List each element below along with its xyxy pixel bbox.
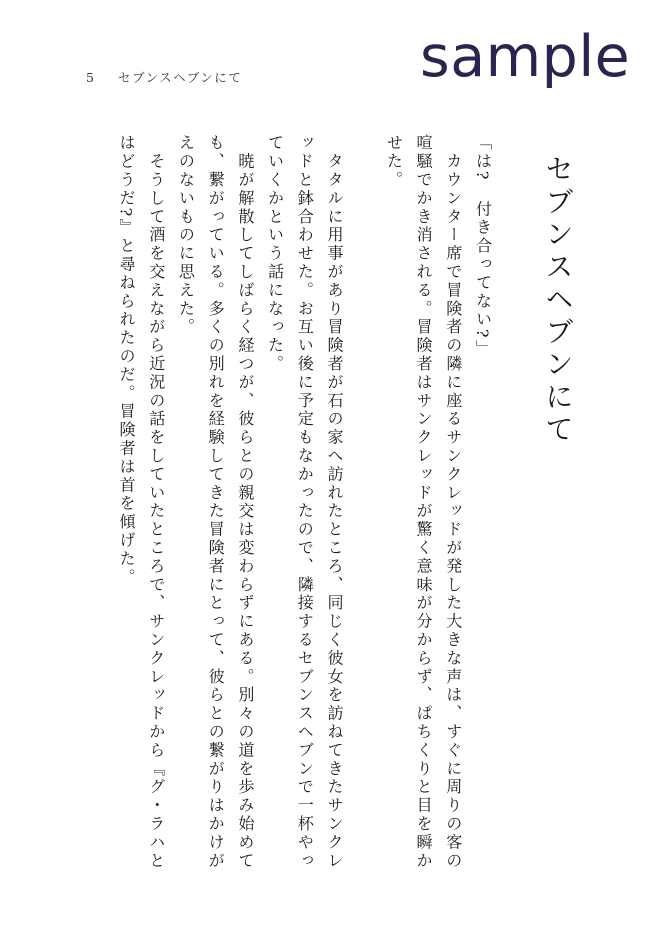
body-line: えのないものに思えた。 [175,134,195,337]
page-header [86,68,242,86]
body-line: 暁が解散してしばらく経つが、彼らとの親交は変わらずにある。別々の道を歩み始めて [235,134,255,870]
vertical-text-area [111,134,574,874]
running-title: セブンスヘブンにて [118,70,243,85]
body-line: も、繋がっている。多くの別れを経験してきた冒険者にとって、彼らとの繋がりはかけが [205,134,225,870]
page-number: 5 [86,69,96,85]
body-line: せた。 [383,134,403,190]
body-line: ッドと鉢合わせた。お互い後に予定もなかったので、隣接するセブンスヘブンで一杯やっ [294,134,314,870]
body-line: そうして酒を交えながら近況の話をしていたところで、サンクレッドから『グ・ラハと [146,134,166,870]
body-line: 「は? 付き合ってない?」 [473,134,492,359]
body-line: はどうだ?』と尋ねられたのだ。冒険者は首を傾げた。 [116,134,136,587]
body-line: ていくかという話になった。 [265,134,285,374]
body-line: カウンター席で冒険者の隣に座るサンクレッドが発した大きな声は、すぐに周りの客の [443,134,463,870]
blank-line [349,134,379,874]
body-line: タタルに用事があり冒険者が石の家へ訪れたところ、同じく彼女を訪ねてきたサンクレ [324,134,344,870]
body-text [111,134,497,874]
chapter-title: セブンスヘブンにて [541,154,574,447]
sample-watermark: sample [420,24,631,90]
body-line: 喧騒でかき消される。冒険者はサンクレッドが驚く意味が分からず、ぱちくりと目を瞬か [413,134,433,870]
